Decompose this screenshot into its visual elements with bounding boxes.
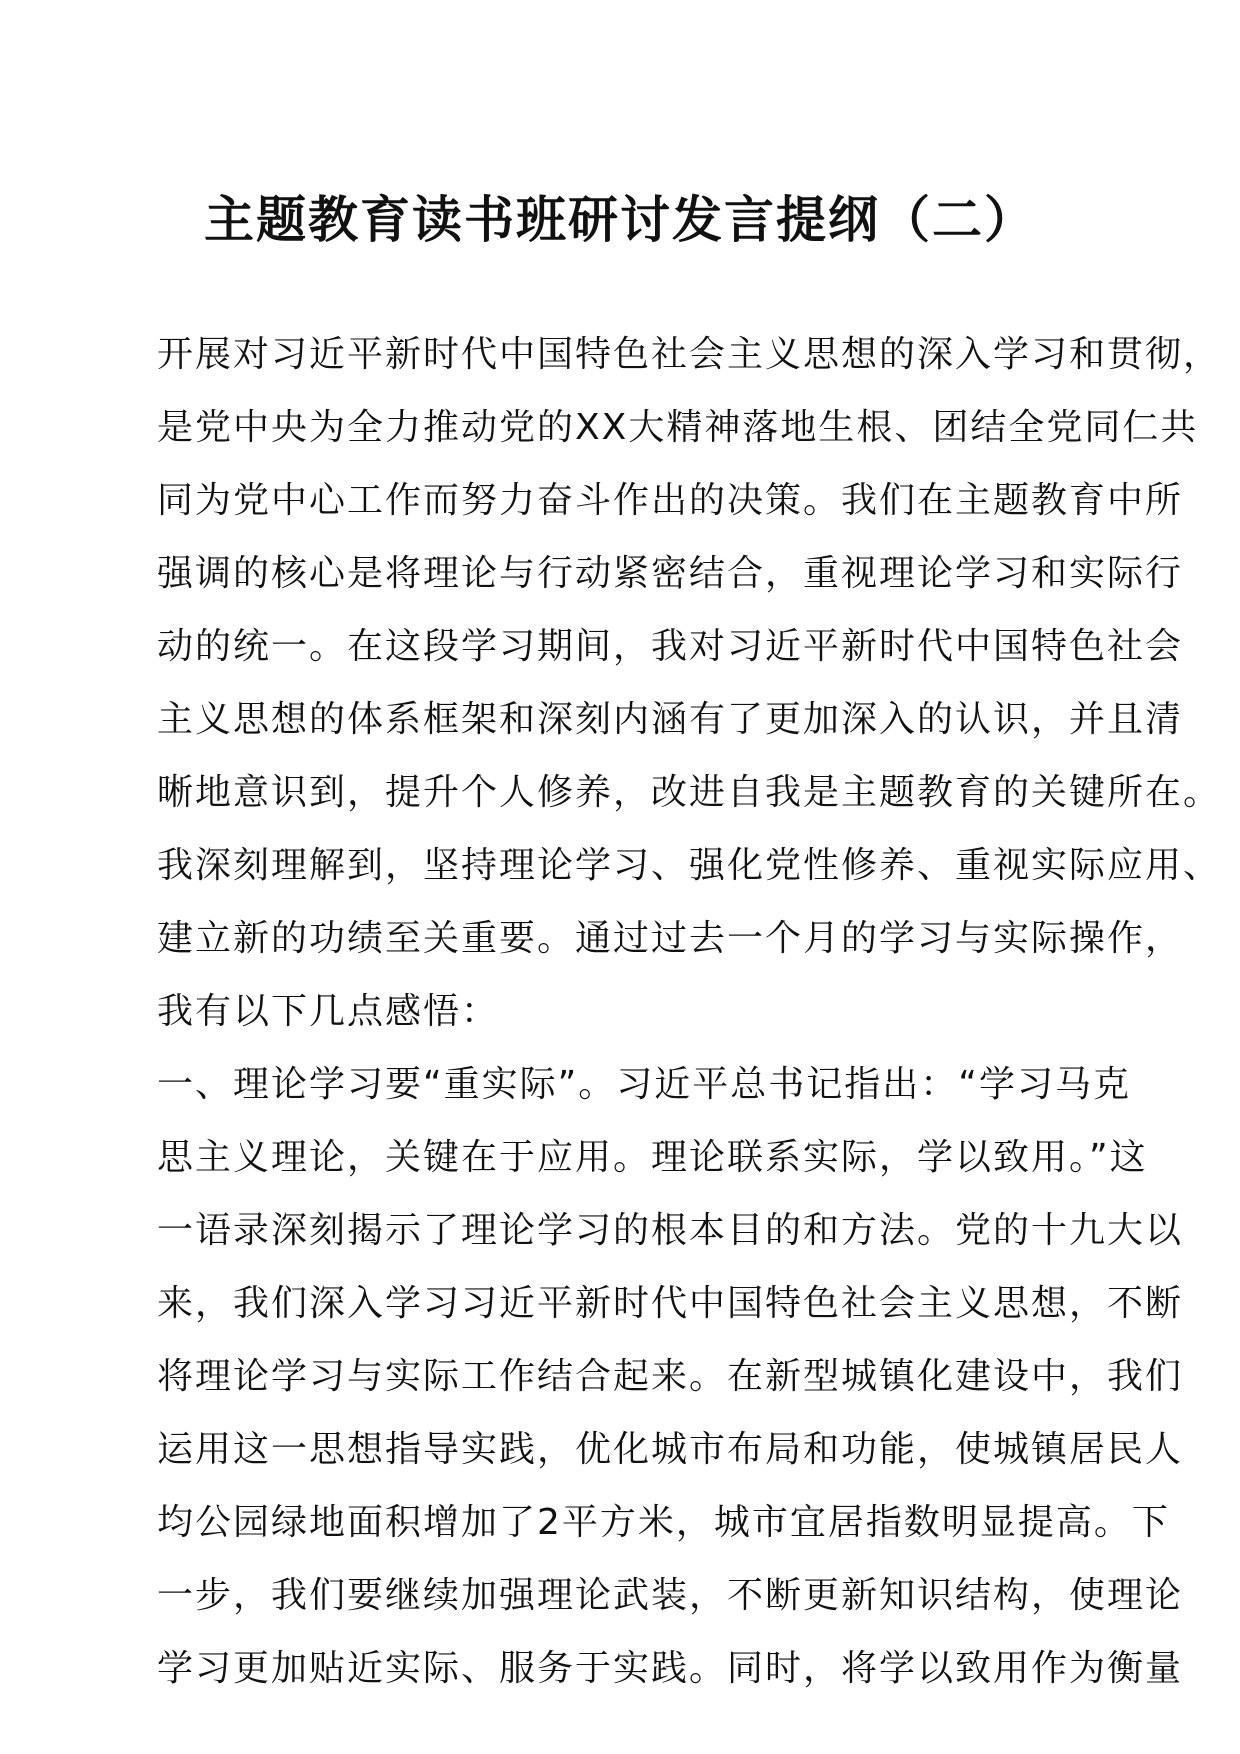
body-line: 强调的核心是将理论与行动紧密结合，重视理论学习和实际行 [157, 553, 1184, 594]
body-line: 是党中央为全力推动党的XX大精神落地生根、团结全党同仁共 [157, 407, 1199, 448]
document-body [157, 318, 1222, 1705]
body-line: 晰地意识到，提升个人修养，改进自我是主题教育的关键所在。 [157, 772, 1222, 813]
body-line: 同为党中心工作而努力奋斗作出的决策。我们在主题教育中所 [157, 480, 1184, 521]
document-title: 主题教育读书班研讨发言提纲（二） [204, 190, 1036, 249]
body-line: 运用这一思想指导实践，优化城市布局和功能，使城镇居民人 [157, 1429, 1184, 1470]
body-line: 我有以下几点感悟： [157, 991, 500, 1032]
body-line: 主义思想的体系框架和深刻内涵有了更加深入的认识，并且清 [157, 699, 1184, 740]
body-line: 来，我们深入学习习近平新时代中国特色社会主义思想，不断 [157, 1283, 1184, 1324]
body-line: 思主义理论，关键在于应用。理论联系实际，学以致用。”这 [157, 1137, 1148, 1178]
body-line: 一、理论学习要“重实际”。习近平总书记指出：“学习马克 [157, 1064, 1131, 1105]
body-line: 一步，我们要继续加强理论武装，不断更新知识结构，使理论 [157, 1575, 1184, 1616]
body-line: 建立新的功绩至关重要。通过过去一个月的学习与实际操作， [157, 918, 1184, 959]
body-line: 将理论学习与实际工作结合起来。在新型城镇化建设中，我们 [157, 1356, 1184, 1397]
body-line: 开展对习近平新时代中国特色社会主义思想的深入学习和贯彻， [157, 334, 1222, 375]
body-line: 学习更加贴近实际、服务于实践。同时，将学以致用作为衡量 [157, 1648, 1184, 1689]
body-line: 我深刻理解到，坚持理论学习、强化党性修养、重视实际应用、 [157, 845, 1222, 886]
body-line: 均公园绿地面积增加了2平方米，城市宜居指数明显提高。下 [157, 1502, 1170, 1543]
body-line: 动的统一。在这段学习期间，我对习近平新时代中国特色社会 [157, 626, 1184, 667]
body-line: 一语录深刻揭示了理论学习的根本目的和方法。党的十九大以 [157, 1210, 1184, 1251]
